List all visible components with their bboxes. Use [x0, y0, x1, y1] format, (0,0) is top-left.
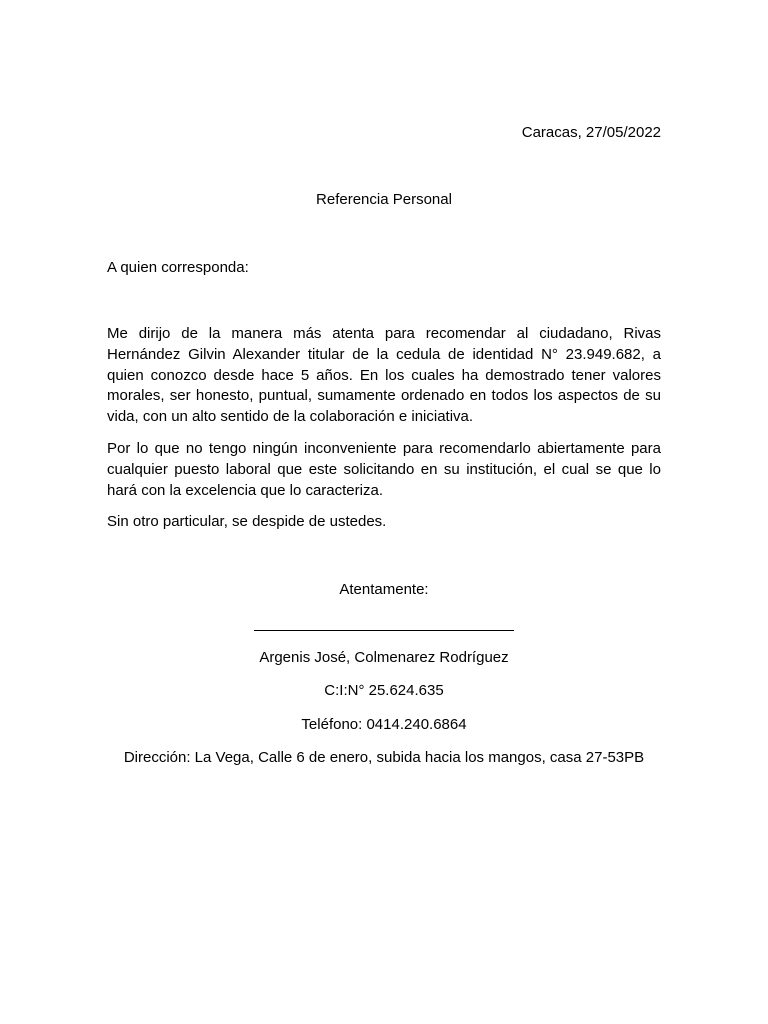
signer-phone: Teléfono: 0414.240.6864 [301, 716, 467, 733]
signature-line [254, 630, 514, 631]
signer-name: Argenis José, Colmenarez Rodríguez [259, 649, 509, 666]
letter-salutation: A quien corresponda: [107, 259, 249, 276]
letter-body [107, 324, 661, 544]
signer-id: C:I:N° 25.624.635 [324, 682, 444, 699]
letter-closing: Atentamente: [339, 581, 429, 598]
body-paragraph: Por lo que no tengo ningún inconveniente para recomendarlo abiertamente para cualquier puesto laboral que este solicitando en su institución, el cual se que lo hará con la excelencia que lo caracteriza. [107, 439, 661, 499]
letter-subject: Referencia Personal [316, 191, 452, 208]
body-paragraph: Me dirijo de la manera más atenta para recomendar al ciudadano, Rivas Hernández Gilvin Alexander titular de la cedula de identidad N° 23.949.682, a quien conozco desde hace 5 años. En los cuales ha demostrado tener valores morales, ser honesto, puntual, sumamente ordenado en todos los aspectos de su vida, con un alto sentido de la colaboración e iniciativa. [107, 325, 661, 426]
letter-date: Caracas, 27/05/2022 [521, 124, 661, 141]
signer-address: Dirección: La Vega, Calle 6 de enero, subida hacia los mangos, casa 27-53PB [123, 749, 645, 766]
body-paragraph: Sin otro particular, se despide de ustedes. [107, 513, 387, 531]
